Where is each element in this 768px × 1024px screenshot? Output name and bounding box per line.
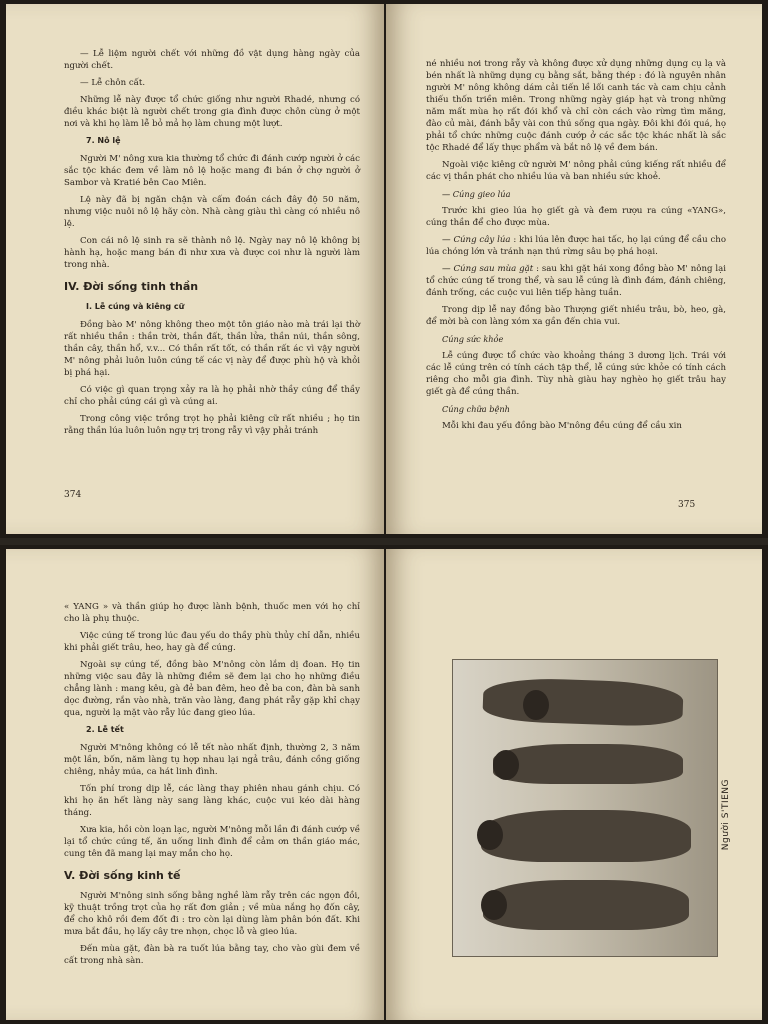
figure-head <box>477 820 503 850</box>
heading-no-le: 7. Nô lệ <box>86 136 121 145</box>
paragraph: Việc cúng tế trong lúc đau yếu do thầy phù thủy chỉ dẫn, nhiều khi phải giết trâu, heo, hay gà để cúng. <box>64 631 360 653</box>
paragraph: — Lễ liệm người chết với những đồ vật dụng hàng ngày của người chết. <box>64 49 360 71</box>
paragraph: — Lễ chôn cất. <box>80 78 146 88</box>
page-375-text <box>426 58 726 437</box>
paragraph: Lễ cúng được tổ chức vào khoảng tháng 3 dương lịch. Trái với các lễ cúng trên có tính cách tập thể, lễ cúng sức khỏe có tính cách riêng cho mỗi gia đình. Tùy nhà giàu hay nghèo họ giết trâu hay giết gà để cúng thần. <box>426 351 726 397</box>
paragraph: Trong công việc trồng trọt họ phải kiêng cữ rất nhiều ; họ tin rằng thần lúa luôn luôn ngự trị trong rẫy vì vậy phải tránh <box>64 414 360 436</box>
italic-heading: Cúng sức khỏe <box>442 334 504 344</box>
heading-doi-song-tinh-than: IV. Đời sống tinh thần <box>64 280 199 293</box>
bottom-spread <box>0 545 768 1024</box>
paragraph: — Cúng cây lúa : khi lúa lên được hai tấc, họ lại cúng để cầu cho lúa chóng lớn và tránh nạn thú rừng sâu bọ phá hoại. <box>426 235 726 257</box>
paragraph: Người M' nông xưa kia thường tổ chức đi đánh cướp người ở các sắc tộc khác đem về làm nô lệ hoặc mang đi bán ở chợ người ở Sambor và Kratié bên Cao Miên. <box>64 154 360 188</box>
page-375 <box>386 4 762 534</box>
figure-person <box>483 880 689 930</box>
page-374 <box>6 4 384 534</box>
paragraph: Trong dịp lễ nay đồng bào Thượng giết nhiều trâu, bò, heo, gà, để mời bà con làng xóm xa gần đến chia vui. <box>426 305 726 327</box>
italic-heading: Cúng chữa bệnh <box>442 404 510 414</box>
paragraph: Tốn phí trong dịp lễ, các làng thay phiên nhau gánh chịu. Có khi họ ăn hết làng này sang làng khác, cuộc vui kéo dài hàng tháng. <box>64 784 360 818</box>
paragraph: né nhiều nơi trong rẫy và không được xử dụng những dụng cụ lạ và bén nhất là những dụng cụ bằng sắt, bằng thép : đó là nguyên nhân người M' nông không dám cải tiến lề lối canh tác và cam chịu cảnh thiếu thốn triền miên. Trong những ngày giáp hạt và trong những năm mất mùa họ rất đói khổ và chỉ còn cách vào rừng tìm măng, đào củ mài, đánh bẫy vài con thú sống qua ngày. Đôi khi đói quá, họ phải tổ chức những cuộc đánh cướp ở các sắc tộc khác nhất là sắc tộc Rhadé để lấy thực phẩm và bắt nô lệ về đem bán. <box>426 59 726 153</box>
page-374-text <box>64 48 360 442</box>
photo-caption: Người S'TIENG <box>721 779 731 851</box>
paragraph: — Cúng sau mùa gặt : sau khi gặt hái xong đồng bào M' nông lại tổ chức cúng tế trong thể, và sau lễ cúng là đình đám, đánh chiêng, đánh trống, các cuộc vui liên tiếp hàng tuần. <box>426 264 726 298</box>
page-number: 374 <box>64 490 82 500</box>
heading-doi-song-kinh-te: V. Đời sống kinh tế <box>64 869 181 882</box>
heading-le-cung: I. Lễ cúng và kiêng cữ <box>86 302 185 311</box>
figure-head <box>523 690 549 720</box>
paragraph: Trước khi gieo lúa họ giết gà và đem rượu ra cúng «YANG», cúng thần để cho được mùa. <box>426 206 726 228</box>
figure-person <box>493 744 683 784</box>
page-376-text <box>64 601 360 972</box>
figure-head <box>493 750 519 780</box>
heading-le-tet: 2. Lễ tết <box>86 725 124 734</box>
paragraph: Người M'nông sinh sống bằng nghề làm rẫy trên các ngọn đồi, kỹ thuật trồng trọt của họ rất đơn giản ; về mùa nắng họ đốn cây, để cho khô rồi đem đốt đi : tro còn lại dùng làm phân bón đất. Khi mưa bắt đầu, họ lấy cây tre nhọn, chọc lỗ và gieo lúa. <box>64 891 360 937</box>
figure-person <box>481 810 691 862</box>
figure-head <box>481 890 507 920</box>
page-376 <box>6 549 384 1020</box>
paragraph: Con cái nô lệ sinh ra sẽ thành nô lệ. Ngày nay nô lệ không bị hành hạ, hoặc mang bán đi như xưa và được coi như là người làm trong nhà. <box>64 236 360 270</box>
page-377 <box>386 549 762 1020</box>
paragraph: « YANG » và thần giúp họ được lành bệnh, thuốc men với họ chỉ cho là phụ thuộc. <box>64 602 360 624</box>
paragraph: Người M'nông không có lễ tết nào nhất định, thường 2, 3 năm một lần, bốn, năm làng tụ hợp nhau lại ngả trâu, đánh cồng giống chiêng, nhảy múa, ca hát linh đình. <box>64 743 360 777</box>
paragraph: Đồng bào M' nông không theo một tôn giáo nào mà trái lại thờ rất nhiều thần : thần trời, thần đất, thần lửa, thần núi, thần sông, thần cây, thần hổ, v.v... Có thần rất tốt, có thần rất ác vì vậy người M' nông phải luôn luôn cúng tế các vị này để được phù hộ và khỏi bị phá hại. <box>64 320 360 378</box>
paragraph: Có việc gì quan trọng xảy ra là họ phải nhờ thầy cúng để thầy chỉ cho phải cúng cái gì và cúng ai. <box>64 385 360 407</box>
paragraph: Những lễ này được tổ chức giống như người Rhadé, nhưng có điều khác biệt là người chết trong gia đình được chôn cùng ở một nơi và khi họ làm lễ bỏ mả họ làm chung một lượt. <box>64 95 360 129</box>
paragraph: Ngoài sự cúng tế, đồng bào M'nông còn lắm dị đoan. Họ tin những việc sau đây là những điềm sẽ đem lại cho họ những điều chẳng lành : mang kêu, gà đẻ ban đêm, heo đẻ ba con, đàn bà sanh dọc đường, rắn vào nhà, trăn vào làng, đang phát rẫy gặp khỉ chạy qua, người lạ mặt vào rẫy lúc đang gieo lúa. <box>64 660 360 718</box>
italic-heading: — Cúng cây lúa <box>442 235 511 245</box>
photo-stieng-people <box>452 659 718 957</box>
paragraph: Xưa kia, hồi còn loạn lạc, người M'nông mỗi lần đi đánh cướp về lại tổ chức cúng tế, ăn uống linh đình để cảm ơn thần giáo mác, cung tên đã mang lại may mắn cho họ. <box>64 825 360 859</box>
paragraph: Ngoài việc kiêng cữ người M' nông phải cúng kiếng rất nhiều để các vị thần phát cho nhiều lúa và ban nhiều sức khoẻ. <box>426 160 726 182</box>
italic-heading: — Cúng sau mùa gặt <box>442 264 534 274</box>
paragraph: Đến mùa gặt, đàn bà ra tuốt lúa bằng tay, cho vào gùi đem về cất trong nhà sàn. <box>64 944 360 966</box>
italic-heading: — Cúng gieo lúa <box>442 189 511 199</box>
paragraph: Lệ này đã bị ngăn chận và cấm đoán cách đây độ 50 năm, nhưng việc nuôi nô lệ hãy còn. Nhà càng giàu thì càng có nhiều nô lệ. <box>64 195 360 229</box>
paragraph: Mỗi khi đau yếu đồng bào M'nông đều cúng để cầu xin <box>442 421 682 431</box>
page-number: 375 <box>678 500 696 510</box>
